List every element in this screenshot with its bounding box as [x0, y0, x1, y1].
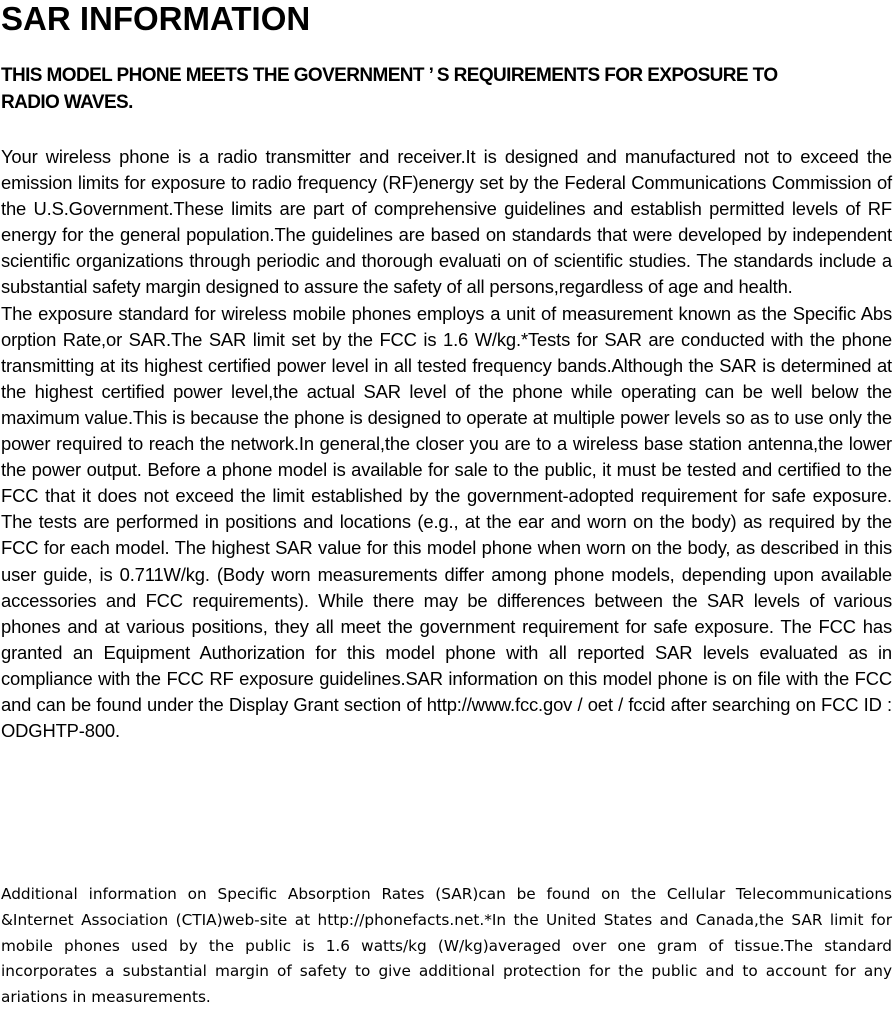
page-subtitle: THIS MODEL PHONE MEETS THE GOVERNMENT ’ S REQUIREMENTS FOR EXPOSURE TO RADIO WAVES. — [1, 65, 778, 113]
paragraph-rf-limits: Your wireless phone is a radio transmitter and receiver.It is designed and manufactured not to exceed the emission limits for exposure to radio frequency (RF)energy set by the Federal Communications Commission of the U.S.Government.These limits are part of comprehensive guidelines and establish permitted levels of RF energy for the general population.The guidelines are based on standards that were developed by independent scientific organizations through periodic and thorough evaluati on of scientific studies. The standards include a substantial safety margin designed to assure the safety of all persons,regardless of age and health. — [1, 146, 892, 298]
body-section — [1, 144, 892, 744]
paragraph-sar-standard: The exposure standard for wireless mobile phones employs a unit of measurement known as the Specific Abs orption Rate,or SAR.The SAR limit set by the FCC is 1.6 W/kg.*Tests for SAR are conducted with the phone transmitting at its highest certified power level in all tested frequency bands.Although the SAR is determined at the highest certified power level,the actual SAR level of the phone while operating can be well below the maximum value.This is because the phone is designed to operate at multiple power levels so as to use only the power required to reach the network.In general,the closer you are to a wireless base station antenna,the lower the power output. Before a phone model is available for sale to the public, it must be tested and certified to the FCC that it does not exceed the limit established by the government-adopted requirement for safe exposure. The tests are performed in positions and locations (e.g., at the ear and worn on the body) as required by the FCC for each model. The highest SAR value for this model phone when worn on the body, as described in this user guide, is 0.711W/kg. (Body worn measurements differ among phone models, depending upon available accessories and FCC requirements). While there may be differences between the SAR levels of various phones and at various positions, they all meet the government requirement for safe exposure. The FCC has granted an Equipment Authorization for this model phone with all reported SAR levels evaluated as in compliance with the FCC RF exposure guidelines.SAR information on this model phone is on file with the FCC and can be found under the Display Grant section of http://www.fcc.gov / oet / fccid after searching on FCC ID : ODGHTP-800. — [1, 302, 892, 742]
page-title: SAR INFORMATION — [1, 0, 311, 37]
paragraph-additional-information: Additional information on Specific Absorption Rates (SAR)can be found on the Cellular Telecommunications &Internet Association (CTIA)web-site at http://phonefacts.net.*In the United States and Canada,the SAR limit for mobile phones used by the public is 1.6 watts/kg (W/kg)averaged over one gram of tissue.The standard incorporates a substantial margin of safety to give additional protection for the public and to account for any ariations in measurements. — [1, 885, 892, 1007]
